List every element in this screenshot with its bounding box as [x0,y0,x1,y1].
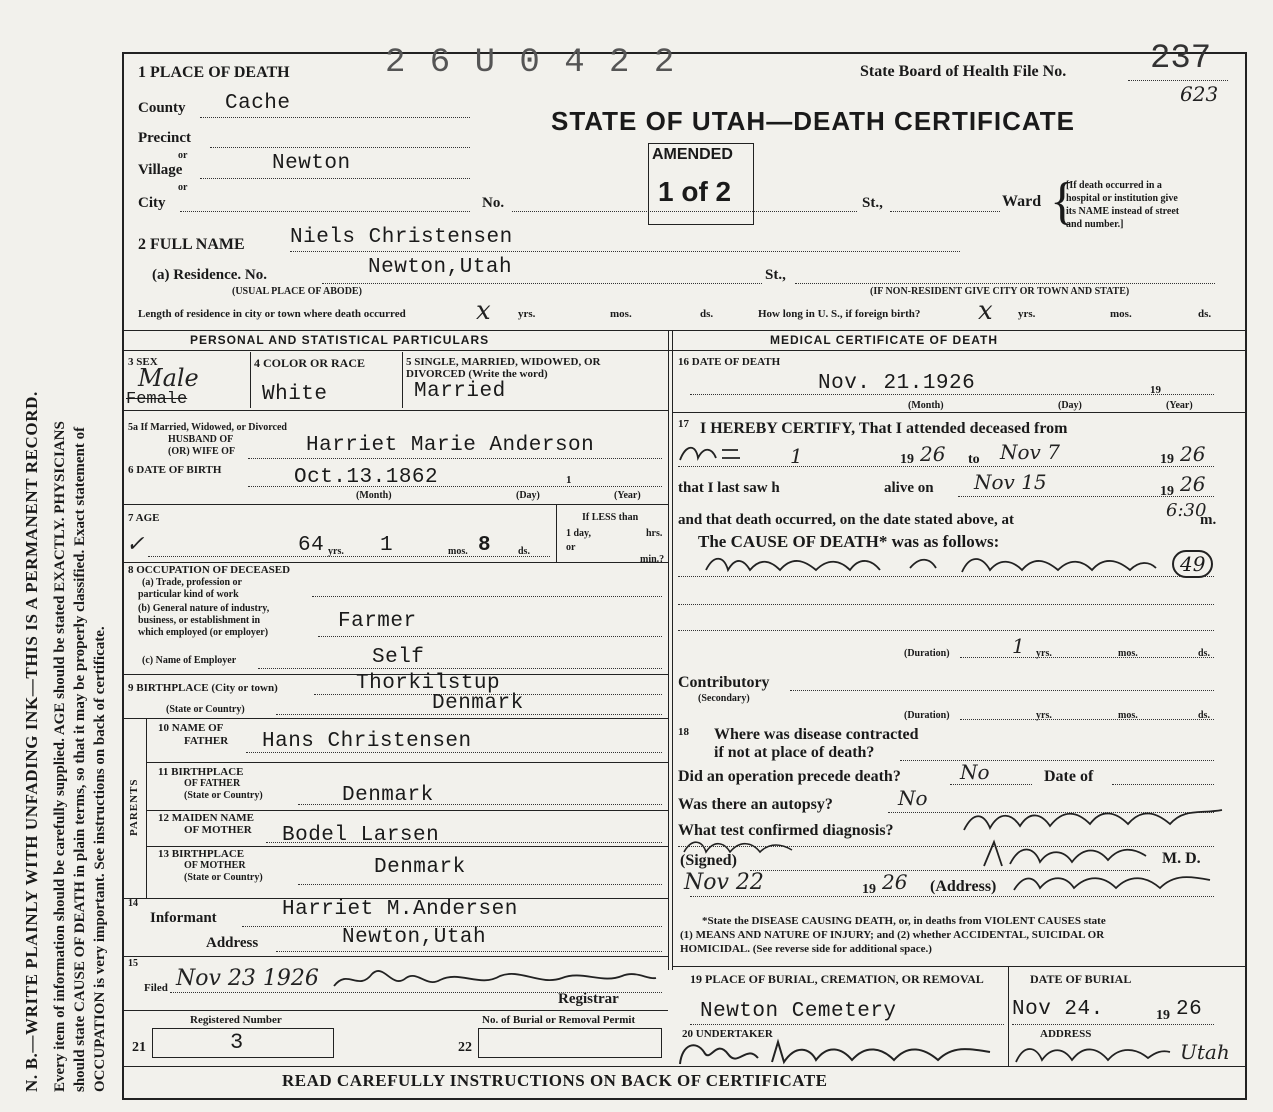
attended-to-value: Nov 7 [1000,440,1060,464]
us-mark: x [978,296,993,326]
sex-printed: Female [126,390,188,409]
spouse-label-1: 5a If Married, Widowed, or Divorced [128,422,287,433]
sign-yr: 19 [862,882,876,897]
duration-yrs-2: yrs. [1036,710,1052,721]
ward-note-2: hospital or institution give [1066,193,1178,204]
hrs-label: hrs. [646,528,663,539]
autopsy-label: Was there an autopsy? [678,796,833,813]
dob-year-prefix: 1 [566,474,572,486]
duration-mos-2: mos. [1118,710,1138,721]
ward-label: Ward [1002,193,1042,210]
attended-from-yr-value: 26 [920,442,946,466]
residence-value: Newton,Utah [368,256,513,279]
age-ds-value: 8 [478,534,492,557]
operation-label: Did an operation precede death? [678,768,901,785]
length-ds: ds. [700,308,714,320]
informant-address-label: Address [206,935,259,951]
reg-no-value: 3 [230,1030,244,1055]
medical-section: MEDICAL CERTIFICATE OF DEATH [770,333,998,347]
occ-b3: which employed (or employer) [138,627,269,638]
item-22: 22 [458,1040,472,1055]
nonres-note: (IF NON-RESIDENT GIVE CITY OR TOWN AND STATE) [870,286,1130,297]
birthplace-city: Thorkilstup [356,672,501,695]
length-yrs: yrs. [518,308,536,320]
dob-month: (Month) [356,490,392,501]
undertaker-signature [676,1034,996,1074]
sign-yr-value: 26 [882,870,908,894]
attended-to-yr-value: 26 [1180,442,1206,466]
attended-to: to [968,452,980,467]
occurred-time: 6:30 [1166,500,1207,521]
death-date-value: Nov. 21.1926 [818,372,976,395]
cause-code: 49 [1172,550,1213,578]
age-mos-label: mos. [448,546,468,557]
informant-label: Informant [150,910,217,926]
cause-label: The CAUSE OF DEATH* was as follows: [698,532,1000,551]
sign-address-label: (Address) [930,878,997,895]
death-year-suffix: 19 [1150,384,1161,396]
village-label: Village [138,162,183,178]
age-ds-label: ds. [518,546,530,557]
duration-label-2: (Duration) [904,710,950,721]
birthplace-label: 9 BIRTHPLACE (City or town) [128,682,278,694]
st-label: St., [862,195,883,211]
side-note-1: N. B.—WRITE PLAINLY WITH UNFADING INK—THIS IS A PERMANENT RECORD. [22,391,41,1092]
mother-birthplace: Denmark [374,856,466,879]
death-day: (Day) [1058,400,1082,411]
last-saw-yr-value: 26 [1180,472,1206,496]
dob-label: 6 DATE OF BIRTH [128,464,222,476]
marital-value: Married [414,380,506,403]
undertaker-address-label: ADDRESS [1040,1028,1092,1040]
duration-mos-1: mos. [1118,648,1138,659]
us-mos: mos. [1110,308,1132,320]
dob-day: (Day) [516,490,540,501]
occ-a2: particular kind of work [138,589,239,600]
or-label: or [566,542,576,553]
mbirth-label-3: (State or Country) [184,872,263,883]
occ-b2: business, or establishment in [138,615,261,626]
us-yrs: yrs. [1018,308,1036,320]
where-label-1: Where was disease contracted [714,726,919,743]
item-14: 14 [128,898,138,909]
mother-value: Bodel Larsen [282,824,440,847]
us-label: How long in U. S., if foreign birth? [758,308,921,320]
birthplace-state-label: (State or Country) [166,704,245,715]
burial-date-label: DATE OF BURIAL [1030,972,1132,986]
sign-address-handwriting [1010,866,1220,896]
note-2: (1) MEANS AND NATURE OF INJURY; and (2) whether ACCIDENTAL, SUICIDAL OR [680,929,1105,941]
no-label: No. [482,195,505,211]
county-value: Cache [225,92,291,115]
precinct-label: Precinct [138,130,192,146]
parents-label: PARENTS [128,778,140,836]
father-label-1: 10 NAME OF [158,722,224,734]
burial-label: 19 PLACE OF BURIAL, CREMATION, OR REMOVAL [690,972,984,986]
file-no: 237 [1150,40,1212,78]
or-label-1: or [178,150,188,161]
serial-number: 2 6 U 0 4 2 2 [385,44,677,82]
side-note-3: should state CAUSE OF DEATH in plain terms, so that it may be properly classified. Exact statement of [72,426,88,1092]
filed-value: Nov 23 1926 [176,966,319,991]
employer-label: (c) Name of Employer [142,655,237,666]
ward-note-3: its NAME instead of street [1066,206,1180,217]
fbirth-label-1: 11 BIRTHPLACE [158,766,244,778]
mbirth-label-1: 13 BIRTHPLACE [158,848,245,860]
burial-yr-value: 26 [1176,998,1203,1021]
dob-year: (Year) [614,490,641,501]
attended-to-yr: 19 [1160,452,1174,467]
note-3: HOMICIDAL. (See reverse side for additional space.) [680,943,932,955]
duration-value-1: 1 [1012,634,1025,658]
test-label: What test confirmed diagnosis? [678,822,894,839]
marital-label: 5 SINGLE, MARRIED, WIDOWED, OR DIVORCED (Write the word) [406,356,601,380]
secondary-label: (Secondary) [698,693,750,704]
item-17: 17 [678,418,689,430]
amended-label: AMENDED [652,146,733,163]
length-label: Length of residence in city or town where death occurred [138,308,406,320]
occurred-label: and that death occurred, on the date stated above, at [678,512,1014,528]
signed-label: (Signed) [680,852,737,869]
duration-ds-1: ds. [1198,648,1210,659]
village-value: Newton [272,152,351,175]
or-label-2: or [178,182,188,193]
undertaker-address-value: Utah [1180,1040,1230,1064]
father-label-2: FATHER [184,735,229,747]
attended-from-day: 1 [790,444,803,468]
min-label: min.? [640,554,665,565]
duration-label-1: (Duration) [904,648,950,659]
file-no-sub: 623 [1180,82,1219,106]
filed-label: Filed [144,982,168,994]
side-note-2: Every item of information should be carefully supplied. AGE should be stated EXACTLY. PHYSICIANS [52,421,68,1092]
employer-value: Self [372,646,425,669]
father-birthplace: Denmark [342,784,434,807]
last-saw-value: Nov 15 [974,470,1047,494]
us-ds: ds. [1198,308,1212,320]
residence-st-label: St., [765,267,786,283]
informant-address: Newton,Utah [342,926,487,949]
autopsy-value: No [898,786,928,810]
age-label: 7 AGE [128,512,160,524]
abode-note: (USUAL PLACE OF ABODE) [232,286,362,297]
residence-label: (a) Residence. No. [152,267,267,283]
age-mos-value: 1 [380,534,394,557]
sex-label: 3 SEX [128,356,158,368]
last-saw-label: that I last saw h [678,480,780,496]
undertaker-address-handwriting [1012,1036,1172,1070]
fbirth-label-3: (State or Country) [184,790,263,801]
sex-handwritten: Male [138,364,199,392]
length-mark: x [476,296,491,326]
contrib-label: Contributory [678,674,770,691]
duration-yrs-1: yrs. [1036,648,1052,659]
certificate-title: STATE OF UTAH—DEATH CERTIFICATE [551,106,1075,136]
place-heading: 1 PLACE OF DEATH [138,64,290,81]
birthplace-country: Denmark [432,692,524,715]
occ-a1: (a) Trade, profession or [142,577,242,588]
full-name-label: 2 FULL NAME [138,236,245,253]
fbirth-label-2: OF FATHER [184,778,241,789]
color-value: White [262,383,328,406]
alive-on-label: alive on [884,480,934,496]
color-label: 4 COLOR OR RACE [254,356,366,370]
occ-label: 8 OCCUPATION OF DECEASED [128,564,291,576]
mother-label-1: 12 MAIDEN NAME [158,812,254,824]
age-check: ✓ [126,532,145,557]
sign-date: Nov 22 [684,870,764,895]
md-label: M. D. [1162,850,1201,867]
registrar-signature [330,962,660,994]
spouse-value: Harriet Marie Anderson [306,434,595,457]
reg-no-label: Registered Number [190,1014,282,1026]
attended-from-handwriting [676,440,746,466]
burial-value: Newton Cemetery [700,1000,897,1023]
death-date-label: 16 DATE OF DEATH [678,356,781,368]
side-note-4: OCCUPATION is very important. See instructions on back of certificate. [92,626,108,1092]
age-yrs-label: yrs. [328,546,344,557]
death-year: (Year) [1166,400,1193,411]
footer-instructions: READ CAREFULLY INSTRUCTIONS ON BACK OF CERTIFICATE [282,1071,828,1090]
city-label: City [138,195,166,211]
mbirth-label-2: OF MOTHER [184,860,246,871]
county-label: County [138,100,186,116]
m-label: m. [1200,512,1217,528]
item-15: 15 [128,958,138,969]
date-of-label: Date of [1044,768,1094,785]
ward-brace: { [1050,173,1075,230]
spouse-label-2: HUSBAND OF [168,434,234,445]
one-day-label: 1 day, [566,528,592,539]
burial-permit-label: No. of Burial or Removal Permit [482,1014,636,1026]
attended-from-yr: 19 [900,452,914,467]
note-1: *State the DISEASE CAUSING DEATH, or, in deaths from VIOLENT CAUSES state [702,915,1106,927]
occupation-value: Farmer [338,610,417,633]
amended-page: 1 of 2 [658,176,732,207]
item-18: 18 [678,726,689,738]
father-value: Hans Christensen [262,730,472,753]
occ-b1: (b) General nature of industry, [138,603,270,614]
burial-permit-box [478,1028,662,1058]
ward-note-1: [If death occurred in a [1066,180,1162,191]
spouse-label-3: (OR) WIFE OF [168,446,236,457]
mother-label-2: OF MOTHER [184,824,252,836]
age-yrs-value: 64 [298,534,325,557]
personal-section: PERSONAL AND STATISTICAL PARTICULARS [190,333,490,347]
dob-value: Oct.13.1862 [294,466,439,489]
item-21: 21 [132,1040,146,1055]
ward-note-4: and number.] [1066,219,1124,230]
death-month: (Month) [908,400,944,411]
burial-yr: 19 [1156,1008,1170,1023]
operation-value: No [960,760,990,784]
cause-handwriting [700,550,1160,580]
undertaker-label: 20 UNDERTAKER [682,1028,773,1040]
full-name-value: Niels Christensen [290,226,513,249]
where-label-2: if not at place of death? [714,744,875,761]
duration-ds-2: ds. [1198,710,1210,721]
certify-text: I HEREBY CERTIFY, That I attended deceased from [700,420,1068,437]
informant-value: Harriet M.Andersen [282,898,518,921]
burial-date-value: Nov 24. [1012,998,1104,1021]
file-no-label: State Board of Health File No. [860,63,1067,80]
last-saw-yr: 19 [1160,484,1174,499]
registrar-label: Registrar [558,991,619,1007]
length-mos: mos. [610,308,632,320]
if-less-label: If LESS than [582,512,639,523]
